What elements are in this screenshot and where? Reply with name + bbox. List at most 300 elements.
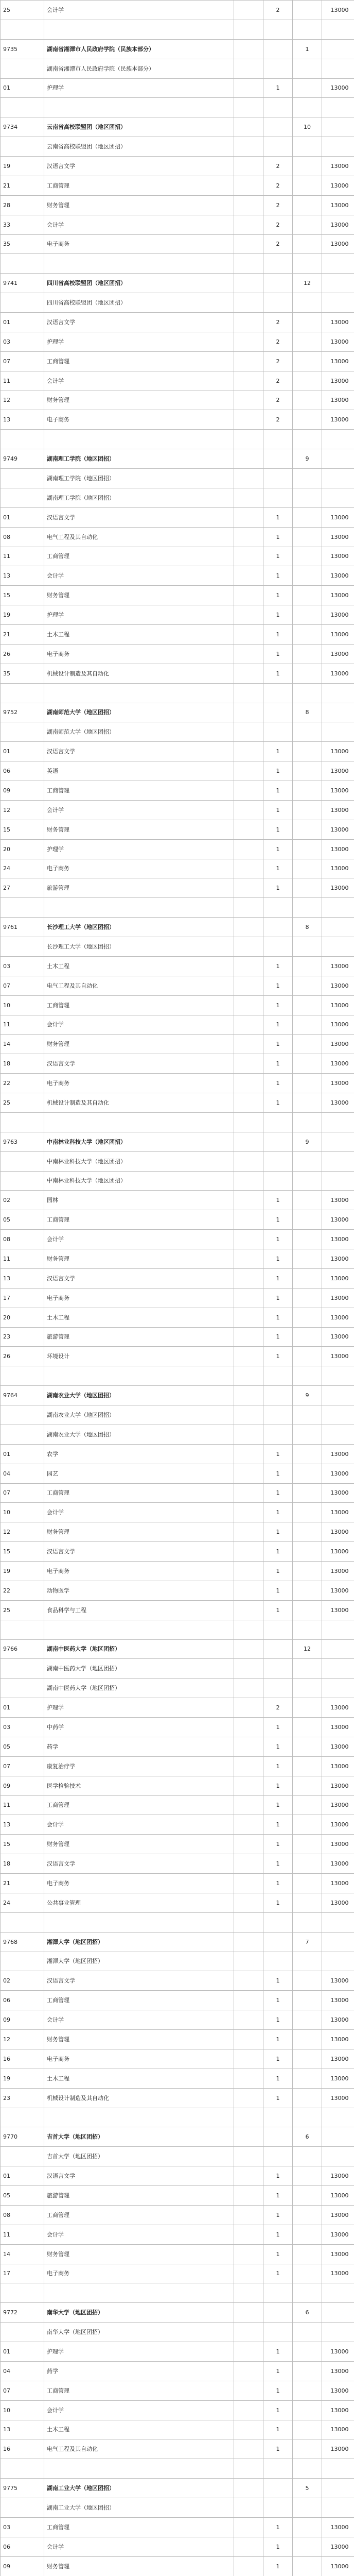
- plan-cell: 1: [263, 1093, 293, 1113]
- code-cell: 18: [1, 1854, 44, 1874]
- name-cell: 湖南农业大学（地区团招）: [44, 1425, 234, 1444]
- name-cell: 工商管理: [44, 547, 234, 566]
- fee-cell: [322, 2498, 354, 2518]
- col3-cell: [234, 2147, 263, 2166]
- col3-cell: [234, 137, 263, 157]
- fee-cell: 13000: [322, 1562, 354, 1581]
- table-row: [1, 995, 354, 1015]
- fee-cell: [322, 1112, 354, 1132]
- table-row: [1, 2108, 354, 2127]
- plan-cell: 1: [263, 1522, 293, 1542]
- table-row: [1, 1093, 354, 1113]
- code-cell: [1, 430, 44, 449]
- fee-cell: 13000: [322, 547, 354, 566]
- fee-cell: 13000: [322, 176, 354, 195]
- code-cell: 12: [1, 391, 44, 410]
- code-cell: [1, 937, 44, 957]
- table-row: [1, 664, 354, 683]
- fee-cell: 13000: [322, 2244, 354, 2264]
- table-row: [1, 2049, 354, 2069]
- table-row: [1, 117, 354, 137]
- code-cell: [1, 1679, 44, 1698]
- total-cell: [293, 2225, 322, 2244]
- fee-cell: 13000: [322, 742, 354, 761]
- total-cell: [293, 1093, 322, 1113]
- plan-cell: [263, 1386, 293, 1405]
- table-row: [1, 2400, 354, 2420]
- table-row: [1, 2283, 354, 2303]
- fee-cell: [322, 20, 354, 39]
- col3-cell: [234, 547, 263, 566]
- plan-cell: 1: [263, 2420, 293, 2439]
- total-cell: [293, 469, 322, 488]
- plan-cell: 1: [263, 2049, 293, 2069]
- fee-cell: 13000: [322, 2556, 354, 2576]
- table-row: [1, 1444, 354, 1464]
- code-cell: 03: [1, 332, 44, 351]
- plan-cell: [263, 2479, 293, 2498]
- col3-cell: [234, 1425, 263, 1444]
- table-row: [1, 1854, 354, 1874]
- total-cell: [293, 2147, 322, 2166]
- total-cell: [293, 1366, 322, 1386]
- name-cell: 湖南中医药大学（地区团招）: [44, 1659, 234, 1679]
- code-cell: 13: [1, 410, 44, 430]
- plan-cell: [263, 98, 293, 117]
- col3-cell: [234, 2342, 263, 2362]
- fee-cell: [322, 1425, 354, 1444]
- total-cell: [293, 839, 322, 859]
- col3-cell: [234, 1093, 263, 1113]
- fee-cell: 13000: [322, 507, 354, 527]
- table-row: [1, 2010, 354, 2030]
- table-row: [1, 859, 354, 878]
- table-row: [1, 2264, 354, 2283]
- name-cell: 电子商务: [44, 1288, 234, 1308]
- name-cell: 护理学: [44, 2342, 234, 2362]
- col3-cell: [234, 20, 263, 39]
- table-row: [1, 2225, 354, 2244]
- fee-cell: 13000: [322, 605, 354, 625]
- name-cell: 汉语言文学: [44, 157, 234, 176]
- plan-cell: 1: [263, 1971, 293, 1991]
- code-cell: 10: [1, 995, 44, 1015]
- name-cell: 财务管理: [44, 2030, 234, 2049]
- code-cell: 07: [1, 1483, 44, 1503]
- fee-cell: 13000: [322, 1815, 354, 1835]
- code-cell: [1, 98, 44, 117]
- table-row: [1, 1795, 354, 1815]
- total-cell: [293, 1503, 322, 1522]
- fee-cell: [322, 898, 354, 918]
- total-cell: [293, 1054, 322, 1074]
- name-cell: 电子商务: [44, 2264, 234, 2283]
- code-cell: [1, 2147, 44, 2166]
- table-row: [1, 449, 354, 469]
- total-cell: [293, 1562, 322, 1581]
- code-cell: 09: [1, 781, 44, 801]
- fee-cell: [322, 2479, 354, 2498]
- total-cell: [293, 391, 322, 410]
- fee-cell: 13000: [322, 625, 354, 645]
- plan-cell: 1: [263, 1776, 293, 1795]
- code-cell: 11: [1, 2225, 44, 2244]
- plan-cell: 1: [263, 1542, 293, 1562]
- fee-cell: [322, 683, 354, 703]
- table-row: [1, 234, 354, 254]
- col3-cell: [234, 1464, 263, 1483]
- fee-cell: 13000: [322, 995, 354, 1015]
- fee-cell: 13000: [322, 1795, 354, 1815]
- plan-cell: [263, 254, 293, 274]
- plan-cell: [263, 1132, 293, 1151]
- name-cell: 会计学: [44, 800, 234, 820]
- col3-cell: [234, 898, 263, 918]
- total-cell: [293, 859, 322, 878]
- plan-cell: 1: [263, 1737, 293, 1756]
- fee-cell: 13000: [322, 820, 354, 839]
- col3-cell: [234, 2381, 263, 2400]
- name-cell: 工商管理: [44, 781, 234, 801]
- total-cell: [293, 2517, 322, 2537]
- table-row: [1, 976, 354, 995]
- code-cell: [1, 1952, 44, 1971]
- fee-cell: [322, 430, 354, 449]
- total-cell: [293, 1600, 322, 1620]
- name-cell: 医学检验技术: [44, 1776, 234, 1795]
- plan-cell: [263, 2498, 293, 2518]
- name-cell: 康复治疗学: [44, 1756, 234, 1776]
- name-cell: 工商管理: [44, 2517, 234, 2537]
- plan-cell: 1: [263, 1288, 293, 1308]
- name-cell: 汉语言文学: [44, 1542, 234, 1562]
- total-cell: [293, 566, 322, 586]
- col3-cell: [234, 918, 263, 937]
- name-cell: 工商管理: [44, 1795, 234, 1815]
- fee-cell: [322, 1639, 354, 1659]
- fee-cell: 13000: [322, 1444, 354, 1464]
- fee-cell: 13000: [322, 664, 354, 683]
- fee-cell: 13000: [322, 313, 354, 332]
- fee-cell: [322, 937, 354, 957]
- col3-cell: [234, 1151, 263, 1171]
- plan-cell: [263, 1366, 293, 1386]
- table-row: [1, 137, 354, 157]
- fee-cell: [322, 1659, 354, 1679]
- fee-cell: 13000: [322, 2049, 354, 2069]
- code-cell: 15: [1, 820, 44, 839]
- total-cell: [293, 1444, 322, 1464]
- fee-cell: 13000: [322, 2205, 354, 2225]
- code-cell: 01: [1, 1444, 44, 1464]
- plan-cell: 2: [263, 313, 293, 332]
- plan-cell: 1: [263, 1191, 293, 1210]
- code-cell: [1, 20, 44, 39]
- fee-cell: 13000: [322, 1347, 354, 1366]
- table-row: [1, 2342, 354, 2362]
- table-row: [1, 1776, 354, 1795]
- total-cell: [293, 1015, 322, 1035]
- plan-cell: 2: [263, 1698, 293, 1718]
- total-cell: [293, 195, 322, 215]
- total-cell: [293, 1698, 322, 1718]
- col3-cell: [234, 1366, 263, 1386]
- plan-cell: 1: [263, 956, 293, 976]
- col3-cell: [234, 1347, 263, 1366]
- plan-cell: 1: [263, 878, 293, 898]
- fee-cell: [322, 117, 354, 137]
- plan-cell: [263, 2459, 293, 2479]
- col3-cell: [234, 1249, 263, 1269]
- plan-cell: 2: [263, 391, 293, 410]
- fee-cell: 13000: [322, 2400, 354, 2420]
- total-cell: [293, 742, 322, 761]
- plan-cell: 1: [263, 1756, 293, 1776]
- col3-cell: [234, 195, 263, 215]
- code-cell: [1, 1171, 44, 1191]
- col3-cell: [234, 1776, 263, 1795]
- plan-cell: [263, 918, 293, 937]
- col3-cell: [234, 176, 263, 195]
- code-cell: 12: [1, 800, 44, 820]
- fee-cell: 13000: [322, 371, 354, 391]
- col3-cell: [234, 469, 263, 488]
- table-row: [1, 1756, 354, 1776]
- plan-cell: 1: [263, 644, 293, 664]
- plan-cell: [263, 1151, 293, 1171]
- col3-cell: [234, 1132, 263, 1151]
- code-cell: 16: [1, 2439, 44, 2459]
- total-cell: [293, 2030, 322, 2049]
- table-row: [1, 1912, 354, 1932]
- plan-cell: 1: [263, 1562, 293, 1581]
- col3-cell: [234, 1015, 263, 1035]
- plan-cell: 2: [263, 157, 293, 176]
- total-cell: [293, 2537, 322, 2556]
- fee-cell: 13000: [322, 976, 354, 995]
- table-row: [1, 1249, 354, 1269]
- name-cell: 会计学: [44, 2225, 234, 2244]
- code-cell: [1, 2283, 44, 2303]
- plan-cell: 1: [263, 761, 293, 781]
- col3-cell: [234, 39, 263, 59]
- fee-cell: 13000: [322, 1737, 354, 1756]
- fee-cell: 13000: [322, 410, 354, 430]
- col3-cell: [234, 1912, 263, 1932]
- code-cell: 33: [1, 215, 44, 234]
- table-row: [1, 547, 354, 566]
- code-cell: 9761: [1, 918, 44, 937]
- total-cell: 7: [293, 1932, 322, 1952]
- name-cell: 药学: [44, 1737, 234, 1756]
- col3-cell: [234, 1405, 263, 1425]
- code-cell: 20: [1, 1308, 44, 1327]
- total-cell: [293, 2049, 322, 2069]
- plan-cell: 1: [263, 2439, 293, 2459]
- plan-cell: [263, 1171, 293, 1191]
- col3-cell: [234, 722, 263, 742]
- total-cell: [293, 1815, 322, 1835]
- table-row: [1, 2537, 354, 2556]
- code-cell: 24: [1, 859, 44, 878]
- table-row: [1, 391, 354, 410]
- col3-cell: [234, 976, 263, 995]
- table-row: [1, 430, 354, 449]
- plan-cell: [263, 293, 293, 313]
- fee-cell: [322, 1132, 354, 1151]
- name-cell: 湘潭大学（地区团招）: [44, 1932, 234, 1952]
- plan-cell: 1: [263, 859, 293, 878]
- table-row: [1, 215, 354, 234]
- name-cell: 电子商务: [44, 1874, 234, 1893]
- table-row: [1, 1054, 354, 1074]
- plan-cell: 1: [263, 2069, 293, 2088]
- fee-cell: 13000: [322, 391, 354, 410]
- plan-cell: [263, 2147, 293, 2166]
- table-row: [1, 1074, 354, 1093]
- col3-cell: [234, 293, 263, 313]
- fee-cell: [322, 98, 354, 117]
- plan-cell: 1: [263, 78, 293, 98]
- fee-cell: 13000: [322, 781, 354, 801]
- col3-cell: [234, 1288, 263, 1308]
- total-cell: [293, 664, 322, 683]
- table-row: [1, 1230, 354, 1249]
- fee-cell: 13000: [322, 761, 354, 781]
- name-cell: [44, 1112, 234, 1132]
- plan-cell: [263, 1620, 293, 1639]
- code-cell: 09: [1, 2010, 44, 2030]
- name-cell: 财务管理: [44, 1835, 234, 1854]
- name-cell: 云南省高校联盟团（地区团招）: [44, 137, 234, 157]
- plan-cell: [263, 59, 293, 78]
- name-cell: 长沙理工大学（地区团招）: [44, 937, 234, 957]
- total-cell: [293, 761, 322, 781]
- plan-cell: 1: [263, 781, 293, 801]
- fee-cell: 13000: [322, 1191, 354, 1210]
- col3-cell: [234, 2303, 263, 2323]
- total-cell: 8: [293, 918, 322, 937]
- name-cell: 会计学: [44, 1815, 234, 1835]
- code-cell: 10: [1, 1503, 44, 1522]
- table-row: [1, 761, 354, 781]
- table-row: [1, 1386, 354, 1405]
- fee-cell: [322, 1405, 354, 1425]
- fee-cell: 13000: [322, 1971, 354, 1991]
- plan-cell: [263, 117, 293, 137]
- code-cell: 9734: [1, 117, 44, 137]
- total-cell: [293, 2498, 322, 2518]
- table-row: [1, 371, 354, 391]
- code-cell: 01: [1, 2166, 44, 2186]
- plan-cell: 1: [263, 1815, 293, 1835]
- total-cell: [293, 1035, 322, 1054]
- code-cell: 26: [1, 644, 44, 664]
- col3-cell: [234, 1991, 263, 2010]
- name-cell: 电子商务: [44, 410, 234, 430]
- fee-cell: [322, 2283, 354, 2303]
- table-row: [1, 918, 354, 937]
- code-cell: 25: [1, 1, 44, 20]
- total-cell: [293, 800, 322, 820]
- name-cell: 湖南农业大学（地区团招）: [44, 1405, 234, 1425]
- plan-cell: 1: [263, 1483, 293, 1503]
- total-cell: [293, 137, 322, 157]
- total-cell: [293, 2381, 322, 2400]
- plan-cell: 1: [263, 2244, 293, 2264]
- fee-cell: 13000: [322, 2381, 354, 2400]
- col3-cell: [234, 2088, 263, 2108]
- table-row: [1, 157, 354, 176]
- name-cell: 护理学: [44, 332, 234, 351]
- code-cell: [1, 683, 44, 703]
- table-row: [1, 313, 354, 332]
- code-cell: 04: [1, 1464, 44, 1483]
- table-row: [1, 820, 354, 839]
- code-cell: 9770: [1, 2127, 44, 2147]
- plan-cell: 1: [263, 1718, 293, 1737]
- table-row: [1, 2303, 354, 2323]
- col3-cell: [234, 566, 263, 586]
- name-cell: [44, 98, 234, 117]
- col3-cell: [234, 274, 263, 293]
- plan-cell: 1: [263, 1035, 293, 1054]
- col3-cell: [234, 1562, 263, 1581]
- col3-cell: [234, 839, 263, 859]
- code-cell: 11: [1, 547, 44, 566]
- table-row: [1, 1737, 354, 1756]
- fee-cell: 13000: [322, 956, 354, 976]
- fee-cell: 13000: [322, 527, 354, 547]
- code-cell: 11: [1, 1795, 44, 1815]
- fee-cell: 13000: [322, 1093, 354, 1113]
- fee-cell: 13000: [322, 1522, 354, 1542]
- plan-cell: 2: [263, 176, 293, 195]
- plan-cell: 2: [263, 195, 293, 215]
- col3-cell: [234, 1795, 263, 1815]
- code-cell: [1, 1912, 44, 1932]
- fee-cell: 13000: [322, 2069, 354, 2088]
- total-cell: [293, 2244, 322, 2264]
- plan-cell: 1: [263, 605, 293, 625]
- table-row: [1, 2420, 354, 2439]
- fee-cell: 13000: [322, 78, 354, 98]
- total-cell: 9: [293, 1386, 322, 1405]
- table-row: [1, 625, 354, 645]
- name-cell: 动物医学: [44, 1581, 234, 1600]
- table-row: [1, 98, 354, 117]
- total-cell: [293, 332, 322, 351]
- table-row: [1, 742, 354, 761]
- total-cell: [293, 430, 322, 449]
- plan-cell: [263, 469, 293, 488]
- code-cell: 17: [1, 1288, 44, 1308]
- name-cell: 土木工程: [44, 1308, 234, 1327]
- total-cell: [293, 1893, 322, 1912]
- plan-cell: 1: [263, 1268, 293, 1288]
- name-cell: 电子商务: [44, 859, 234, 878]
- name-cell: 工商管理: [44, 351, 234, 371]
- col3-cell: [234, 2225, 263, 2244]
- code-cell: 04: [1, 2361, 44, 2381]
- fee-cell: [322, 703, 354, 722]
- table-row: [1, 1600, 354, 1620]
- plan-cell: 1: [263, 527, 293, 547]
- col3-cell: [234, 664, 263, 683]
- code-cell: 11: [1, 1015, 44, 1035]
- total-cell: [293, 937, 322, 957]
- plan-cell: 2: [263, 371, 293, 391]
